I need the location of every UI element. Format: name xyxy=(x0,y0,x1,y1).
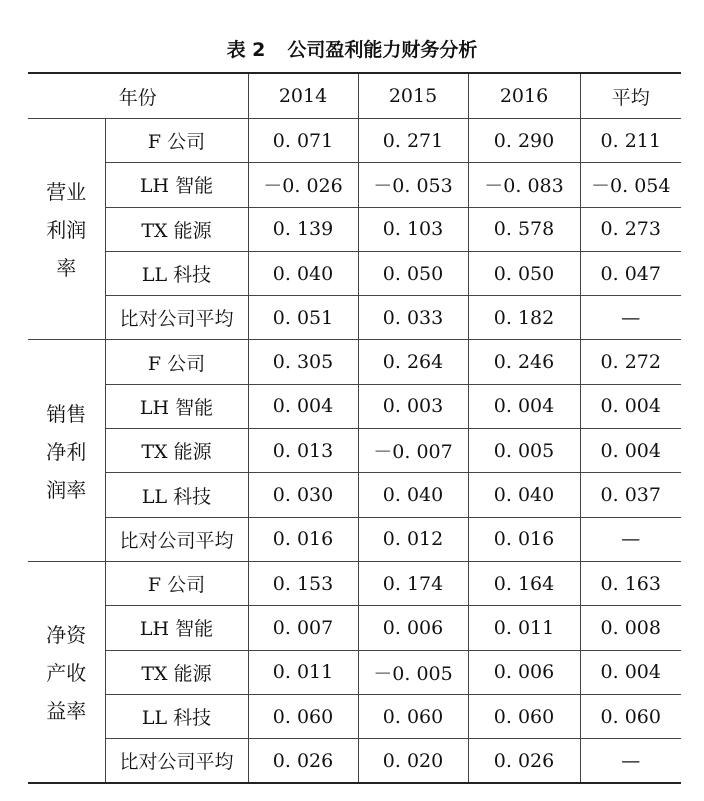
company-cell: TX 能源 xyxy=(105,650,248,694)
value-cell: 0. 012 xyxy=(358,517,468,561)
value-cell: 0. 004 xyxy=(580,650,681,694)
value-cell: 0. 164 xyxy=(468,561,580,605)
value-cell: 0. 020 xyxy=(358,739,468,784)
value-cell: 0. 153 xyxy=(248,561,358,605)
value-cell: 0. 050 xyxy=(358,251,468,295)
company-cell: 比对公司平均 xyxy=(105,517,248,561)
table-row xyxy=(28,429,681,473)
table-row xyxy=(28,473,681,517)
table-row xyxy=(28,163,681,207)
value-cell: 0. 006 xyxy=(468,650,580,694)
value-cell: 0. 060 xyxy=(468,694,580,738)
group-label-line: 产收 xyxy=(46,661,87,686)
group-label-line: 净利 xyxy=(46,439,87,464)
value-cell: 0. 578 xyxy=(468,207,580,251)
value-cell: －0. 026 xyxy=(248,163,358,207)
value-cell: 0. 264 xyxy=(358,340,468,384)
value-cell: 0. 037 xyxy=(580,473,681,517)
group-label-line: 营业 xyxy=(46,180,87,205)
value-cell: 0. 016 xyxy=(248,517,358,561)
value-cell: 0. 290 xyxy=(468,119,580,163)
value-cell: －0. 054 xyxy=(580,163,681,207)
company-cell: 比对公司平均 xyxy=(105,739,248,784)
value-cell: －0. 053 xyxy=(358,163,468,207)
value-cell: －0. 083 xyxy=(468,163,580,207)
table-row xyxy=(28,296,681,340)
value-cell: 0. 004 xyxy=(248,384,358,428)
company-cell: TX 能源 xyxy=(105,207,248,251)
value-cell: 0. 211 xyxy=(580,119,681,163)
table-row xyxy=(28,251,681,295)
value-cell: 0. 016 xyxy=(468,517,580,561)
value-cell: — xyxy=(580,296,681,340)
group-label-line: 净资 xyxy=(46,623,87,648)
value-cell: 0. 060 xyxy=(580,694,681,738)
header-average: 平均 xyxy=(580,73,681,119)
table-row xyxy=(28,739,681,784)
value-cell: －0. 005 xyxy=(358,650,468,694)
header-2015: 2015 xyxy=(358,73,468,119)
value-cell: 0. 139 xyxy=(248,207,358,251)
group-label-line: 益率 xyxy=(46,699,87,724)
value-cell: 0. 273 xyxy=(580,207,681,251)
value-cell: 0. 013 xyxy=(248,429,358,473)
group-label-operating-margin xyxy=(28,119,105,340)
value-cell: －0. 007 xyxy=(358,429,468,473)
group-label-line: 利润 xyxy=(46,218,87,243)
group-label-line: 润率 xyxy=(46,477,87,502)
value-cell: 0. 040 xyxy=(248,251,358,295)
value-cell: 0. 026 xyxy=(468,739,580,784)
value-cell: 0. 163 xyxy=(580,561,681,605)
value-cell: 0. 004 xyxy=(468,384,580,428)
value-cell: 0. 005 xyxy=(468,429,580,473)
table-title: 公司盈利能力财务分析 xyxy=(287,39,478,61)
value-cell: 0. 003 xyxy=(358,384,468,428)
header-2014: 2014 xyxy=(248,73,358,119)
group-label-net-profit-margin xyxy=(28,340,105,561)
value-cell: 0. 006 xyxy=(358,606,468,650)
table-row xyxy=(28,517,681,561)
value-cell: — xyxy=(580,517,681,561)
value-cell: 0. 103 xyxy=(358,207,468,251)
value-cell: 0. 060 xyxy=(248,694,358,738)
value-cell: 0. 174 xyxy=(358,561,468,605)
company-cell: LH 智能 xyxy=(105,606,248,650)
table-row xyxy=(28,207,681,251)
company-cell: F 公司 xyxy=(105,561,248,605)
company-cell: LH 智能 xyxy=(105,163,248,207)
company-cell: F 公司 xyxy=(105,119,248,163)
value-cell: 0. 008 xyxy=(580,606,681,650)
value-cell: 0. 011 xyxy=(468,606,580,650)
value-cell: 0. 272 xyxy=(580,340,681,384)
value-cell: 0. 071 xyxy=(248,119,358,163)
value-cell: — xyxy=(580,739,681,784)
value-cell: 0. 271 xyxy=(358,119,468,163)
value-cell: 0. 004 xyxy=(580,384,681,428)
company-cell: 比对公司平均 xyxy=(105,296,248,340)
group-label-line: 销售 xyxy=(46,401,87,426)
value-cell: 0. 305 xyxy=(248,340,358,384)
value-cell: 0. 060 xyxy=(358,694,468,738)
table-row xyxy=(28,561,681,605)
value-cell: 0. 040 xyxy=(358,473,468,517)
table-number: 表 2 xyxy=(226,39,266,61)
value-cell: 0. 047 xyxy=(580,251,681,295)
table-row xyxy=(28,340,681,384)
value-cell: 0. 246 xyxy=(468,340,580,384)
group-label-roe xyxy=(28,561,105,783)
company-cell: LH 智能 xyxy=(105,384,248,428)
group-label-line: 率 xyxy=(56,256,77,281)
company-cell: LL 科技 xyxy=(105,473,248,517)
table-row xyxy=(28,384,681,428)
value-cell: 0. 182 xyxy=(468,296,580,340)
header-row xyxy=(28,73,681,119)
table-row xyxy=(28,606,681,650)
value-cell: 0. 011 xyxy=(248,650,358,694)
value-cell: 0. 007 xyxy=(248,606,358,650)
table-row xyxy=(28,119,681,163)
value-cell: 0. 050 xyxy=(468,251,580,295)
company-cell: LL 科技 xyxy=(105,251,248,295)
table-row xyxy=(28,650,681,694)
header-2016: 2016 xyxy=(468,73,580,119)
company-cell: F 公司 xyxy=(105,340,248,384)
value-cell: 0. 026 xyxy=(248,739,358,784)
company-cell: LL 科技 xyxy=(105,694,248,738)
table-row xyxy=(28,694,681,738)
table-caption xyxy=(0,35,704,62)
value-cell: 0. 004 xyxy=(580,429,681,473)
value-cell: 0. 040 xyxy=(468,473,580,517)
value-cell: 0. 051 xyxy=(248,296,358,340)
profitability-table xyxy=(28,72,681,784)
value-cell: 0. 030 xyxy=(248,473,358,517)
value-cell: 0. 033 xyxy=(358,296,468,340)
header-year-label: 年份 xyxy=(28,73,248,119)
company-cell: TX 能源 xyxy=(105,429,248,473)
